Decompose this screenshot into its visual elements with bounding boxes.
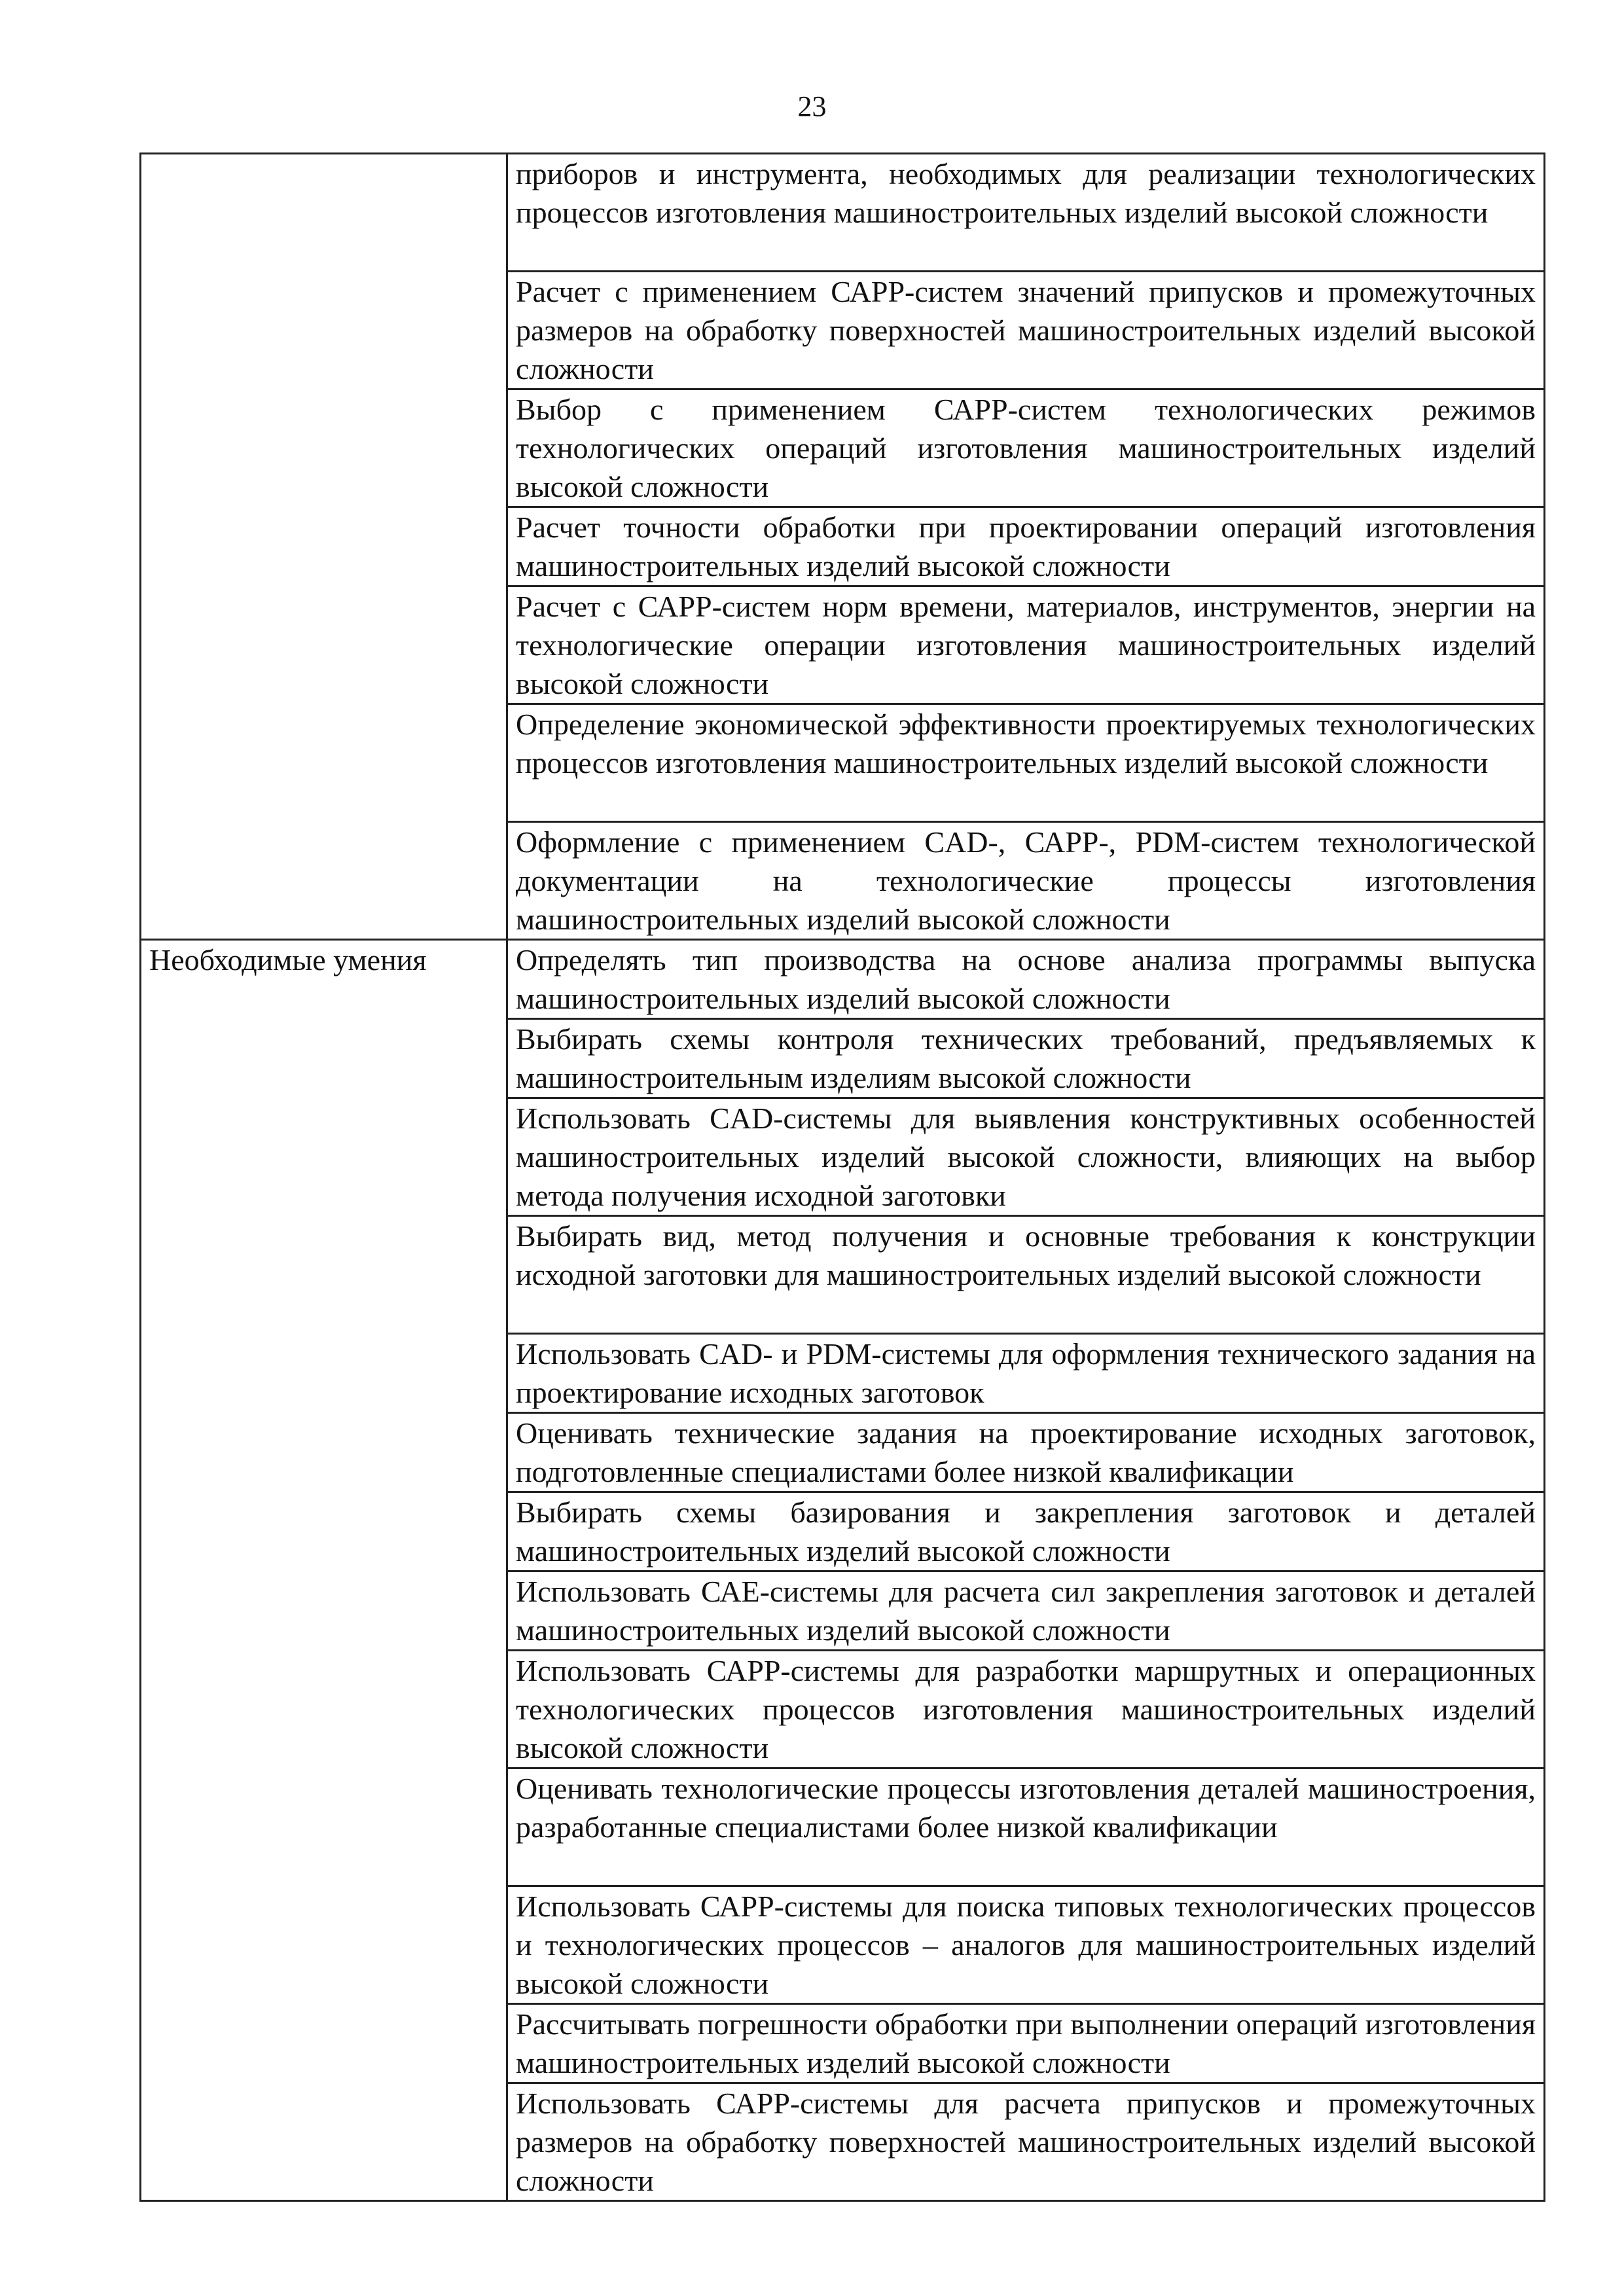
table-cell: Использовать САЕ-системы для расчета сил закрепления заготовок и деталей машиностроительных изделий высокой сложности — [507, 1571, 1545, 1651]
page-number: 23 — [797, 90, 827, 122]
table-cell: Определять тип производства на основе анализа программы выпуска машиностроительных изделий высокой сложности — [507, 940, 1545, 1019]
table-body — [141, 154, 1545, 2201]
table-cell: приборов и инструмента, необходимых для реализации технологических процессов изготовления машиностроительных изделий высокой сложности — [507, 154, 1545, 272]
table-cell: Использовать САРР-системы для поиска типовых технологических процессов и технологических процессов – аналогов для машиностроительных изделий высокой сложности — [507, 1886, 1545, 2004]
section-label: Необходимые умения — [149, 943, 427, 977]
table-cell: Использовать САРР-системы для расчета припусков и промежуточных размеров на обработку поверхностей машиностроительных изделий высокой сложности — [507, 2083, 1545, 2201]
table-cell: Расчет точности обработки при проектировании операций изготовления машиностроительных изделий высокой сложности — [507, 507, 1545, 586]
table-cell: Оформление с применением CAD-, САРР-, PDM-систем технологической документации на технологические процессы изготовления машиностроительных изделий высокой сложности — [507, 822, 1545, 940]
section-label-cell — [141, 940, 507, 2201]
table-cell: Выбирать схемы базирования и закрепления заготовок и деталей машиностроительных изделий высокой сложности — [507, 1492, 1545, 1571]
table-cell: Выбор с применением САРР-систем технологических режимов технологических операций изготовления машиностроительных изделий высокой сложности — [507, 389, 1545, 507]
table-cell: Оценивать технологические процессы изготовления деталей машиностроения, разработанные специалистами более низкой квалификации — [507, 1768, 1545, 1886]
table-cell: Использовать САРР-системы для разработки маршрутных и операционных технологических процессов изготовления машиностроительных изделий высокой сложности — [507, 1651, 1545, 1768]
table-cell: Использовать CAD- и PDM-системы для оформления технического задания на проектирование исходных заготовок — [507, 1334, 1545, 1413]
table-cell: Выбирать вид, метод получения и основные требования к конструкции исходной заготовки для машиностроительных изделий высокой сложности — [507, 1216, 1545, 1334]
table-cell: Оценивать технические задания на проектирование исходных заготовок, подготовленные специалистами более низкой квалификации — [507, 1413, 1545, 1492]
table-cell: Выбирать схемы контроля технических требований, предъявляемых к машиностроительным изделиям высокой сложности — [507, 1019, 1545, 1098]
table-row — [141, 154, 1545, 272]
requirements-table — [139, 152, 1545, 2202]
table-cell: Использовать CAD-системы для выявления конструктивных особенностей машиностроительных изделий высокой сложности, влияющих на выбор метода получения исходной заготовки — [507, 1098, 1545, 1216]
table-cell: Определение экономической эффективности проектируемых технологических процессов изготовления машиностроительных изделий высокой сложности — [507, 704, 1545, 822]
table-cell: Расчет с применением САРР-систем значений припусков и промежуточных размеров на обработку поверхностей машиностроительных изделий высокой сложности — [507, 272, 1545, 389]
table-row — [141, 940, 1545, 1019]
table-cell: Расчет с САРР-систем норм времени, материалов, инструментов, энергии на технологические операции изготовления машиностроительных изделий высокой сложности — [507, 586, 1545, 704]
table-cell: Рассчитывать погрешности обработки при выполнении операций изготовления машиностроительных изделий высокой сложности — [507, 2004, 1545, 2083]
section-label-cell — [141, 154, 507, 940]
